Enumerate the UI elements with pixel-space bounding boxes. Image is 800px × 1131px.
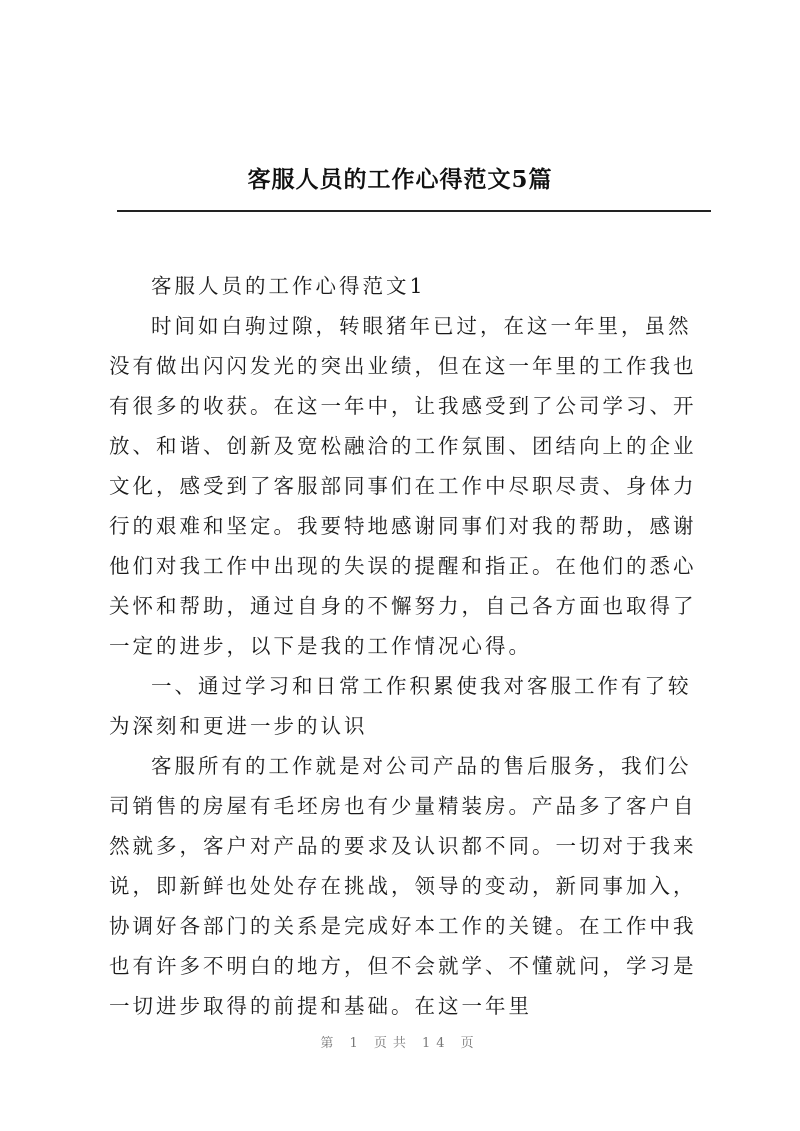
body-paragraph: 时间如白驹过隙，转眼猪年已过，在这一年里，虽然没有做出闪闪发光的突出业绩，但在这一年里的工作我也有很多的收获。在这一年中，让我感受到了公司学习、开放、和谐、创新及宽松融洽的工作氛围、团结向上的企业文化，感受到了客服部同事们在工作中尽职尽责、身体力行的艰难和坚定。我要特地感谢同事们对我的帮助，感谢他们对我工作中出现的失误的提醒和指正。在他们的悉心关怀和帮助，通过自身的不懈努力，自己各方面也取得了一定的进步，以下是我的工作情况心得。 <box>109 314 697 658</box>
subsection-heading: 一、通过学习和日常工作积累使我对客服工作有了较为深刻和更进一步的认识 <box>109 674 692 738</box>
title-underline <box>117 210 711 212</box>
section-heading: 客服人员的工作心得范文1 <box>151 274 426 298</box>
body-paragraph: 客服所有的工作就是对公司产品的售后服务，我们公司销售的房屋有毛坯房也有少量精装房。产品多了客户自然就多，客户对产品的要求及认识都不同。一切对于我来说，即新鲜也处处存在挑战，领导的变动，新同事加入，协调好各部门的关系是完成好本工作的关键。在工作中我也有许多不明白的地方，但不会就学、不懂就问，学习是一切进步取得的前提和基础。在这一年里 <box>109 754 697 1018</box>
document-body <box>109 266 709 1026</box>
document-title: 客服人员的工作心得范文5篇 <box>247 166 553 193</box>
page-footer: 第 1 页共 14 页 <box>320 1036 480 1051</box>
